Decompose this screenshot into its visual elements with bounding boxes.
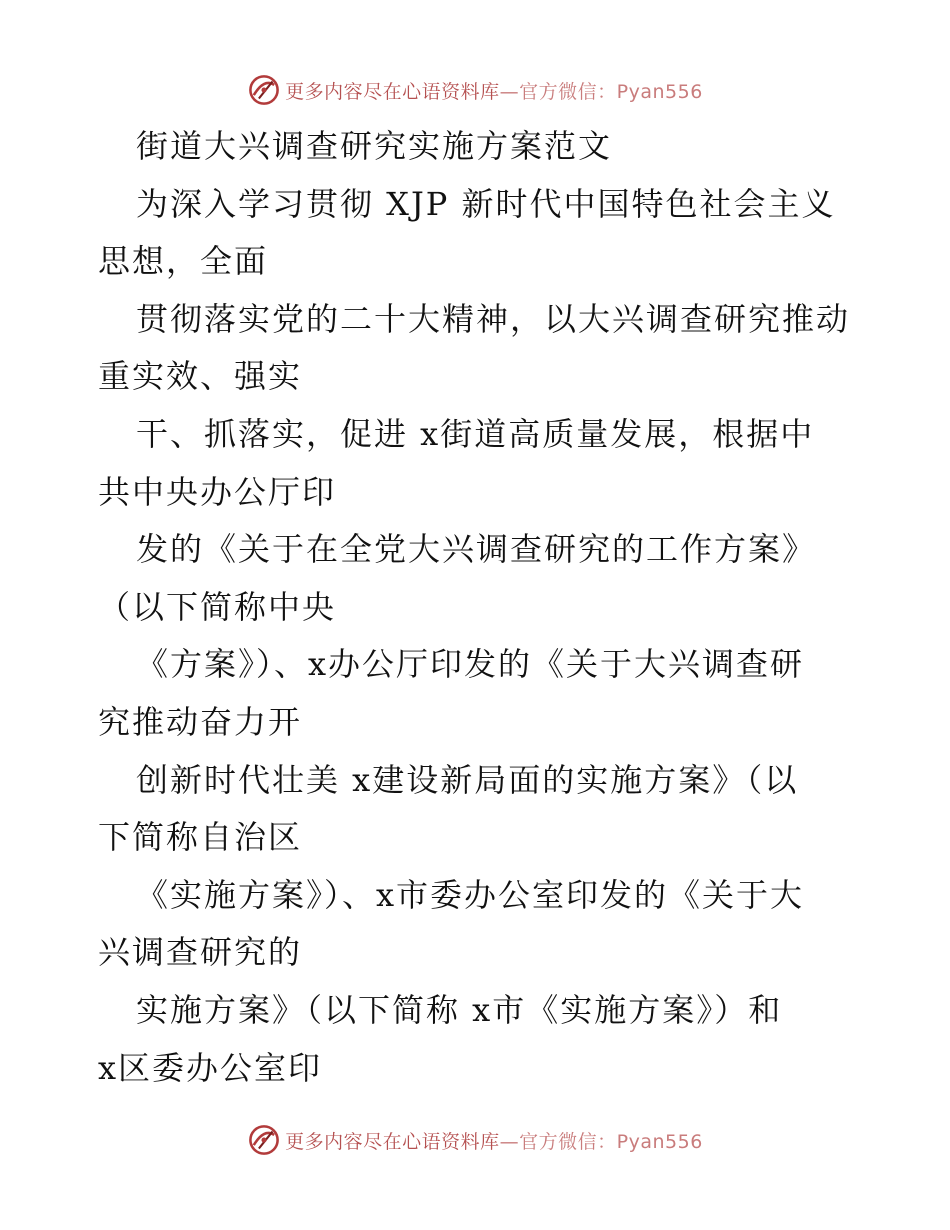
paragraph-line: 下简称自治区 bbox=[98, 818, 303, 857]
footer-watermark bbox=[0, 1120, 950, 1160]
paragraph-line: 为深入学习贯彻 XJP 新时代中国特色社会主义 bbox=[136, 184, 836, 223]
header-wechat: 官方微信：Pyan556 bbox=[519, 80, 703, 103]
paragraph-line: 创新时代壮美 x建设新局面的实施方案》（以 bbox=[136, 760, 799, 799]
brand-logo-icon bbox=[247, 73, 281, 107]
paragraph-line: 《实施方案》）、x市委办公室印发的《关于大 bbox=[136, 875, 805, 914]
header-dash: — bbox=[499, 80, 520, 103]
footer-dash: — bbox=[499, 1130, 520, 1153]
paragraph-line: 贯彻落实党的二十大精神，以大兴调查研究推动 bbox=[136, 299, 851, 338]
header-brand: 更多内容尽在心语资料库 bbox=[285, 80, 500, 103]
paragraph-line: 《方案》）、x办公厅印发的《关于大兴调查研 bbox=[136, 645, 805, 684]
brand-logo-icon bbox=[247, 1123, 281, 1157]
footer-wechat: 官方微信：Pyan556 bbox=[519, 1130, 703, 1153]
paragraph-line: 实施方案》（以下简称 x市《实施方案》）和 bbox=[136, 990, 783, 1029]
doc-title: 街道大兴调查研究实施方案范文 bbox=[136, 127, 613, 165]
paragraph-line: x区委办公室印 bbox=[98, 1048, 323, 1087]
footer-brand: 更多内容尽在心语资料库 bbox=[285, 1130, 500, 1153]
paragraph-line: 究推动奋力开 bbox=[98, 702, 303, 741]
header-watermark bbox=[0, 70, 950, 110]
paragraph-line: 共中央办公厅印 bbox=[98, 472, 337, 511]
paragraph-line: 思想，全面 bbox=[98, 242, 269, 281]
paragraph-line: 干、抓落实，促进 x街道高质量发展，根据中 bbox=[136, 414, 815, 453]
paragraph-line: 兴调查研究的 bbox=[98, 933, 303, 972]
document-body bbox=[98, 118, 858, 1097]
paragraph-line: （以下简称中央 bbox=[98, 587, 337, 626]
paragraph-line: 发的《关于在全党大兴调查研究的工作方案》 bbox=[136, 530, 817, 569]
paragraph-line: 重实效、强实 bbox=[98, 357, 303, 396]
